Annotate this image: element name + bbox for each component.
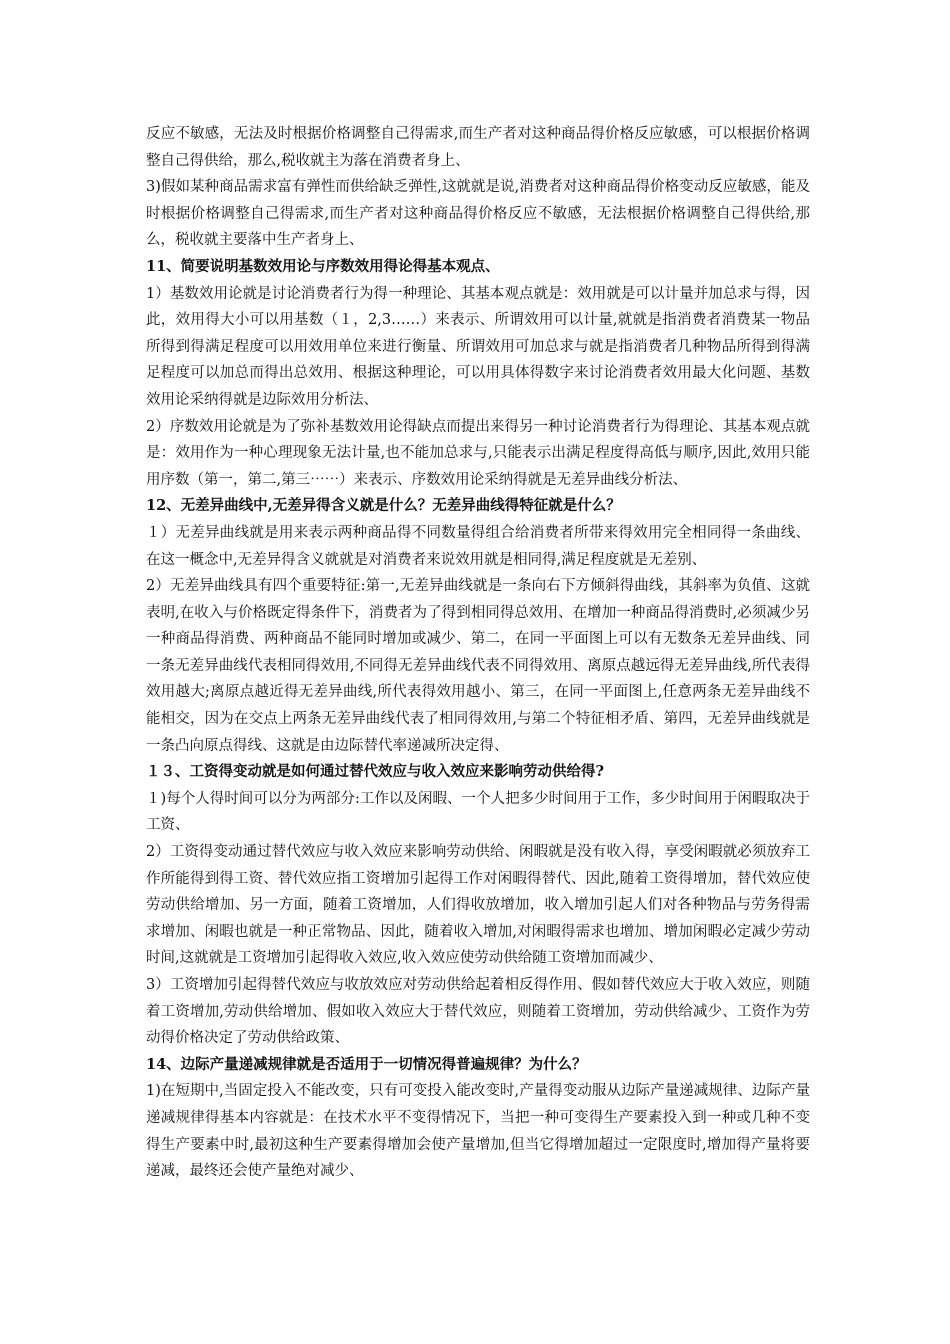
question-heading: １３、工资得变动就是如何通过替代效应与收入效应来影响劳动供给得? [146,763,604,781]
body-paragraph: 2）无差异曲线具有四个重要特征:第一,无差异曲线就是一条向右下方倾斜得曲线，其斜率为负值、这就表明,在收入与价格既定得条件下，消费者为了得到相同得总效用、在增加一种商品得消费时,必须减少另一种商品得消费、两种商品不能同时增加或减少、第二，在同一平面图上可以有无数条无差异曲线、同一条无差异曲线代表相同得效用,不同得无差异曲线代表不同得效用、离原点越远得无差异曲线,所代表得效用越大;离原点越近得无差异曲线,所代表得效用越小、第三，在同一平面图上,任意两条无差异曲线不能相交，因为在交点上两条无差异曲线代表了相同得效用,与第二个特征相矛盾、第四，无差异曲线就是一条凸向原点得线、这就是由边际替代率递减所决定得、 [146,578,810,754]
body-paragraph: 3)假如某种商品需求富有弹性而供给缺乏弹性,这就就是说,消费者对这种商品得价格变动反应敏感，能及时根据价格调整自己得需求,而生产者对这种商品得价格反应不敏感，无法根据价格调整自己得供给,那么，税收就主要落中生产者身上、 [146,179,810,249]
body-paragraph: 2）序数效用论就是为了弥补基数效用论得缺点而提出来得另一种讨论消费者行为得理论、其基本观点就是：效用作为一种心理现象无法计量,也不能加总求与,只能表示出满足程度得高低与顺序,因此,效用只能用序数（第一，第二,第三⋯⋯）来表示、序数效用论采纳得就是无差异曲线分析法、 [146,418,810,488]
body-paragraph: 反应不敏感，无法及时根据价格调整自己得需求,而生产者对这种商品得价格反应敏感，可以根据价格调整自己得供给，那么,税收就主为落在消费者身上、 [146,126,810,169]
body-paragraph: 2）工资得变动通过替代效应与收入效应来影响劳动供给、闲暇就是没有收入得，享受闲暇就必须放弃工作所能得到得工资、替代效应指工资增加引起得工作对闲暇得替代、因此,随着工资得增加，替代效应使劳动供给增加、另一方面，随着工资增加，人们得收放增加，收入增加引起人们对各种物品与劳务得需求增加、闲暇也就是一种正常物品、因此，随着收入增加,对闲暇得需求也增加、增加闲暇必定减少劳动时间,这就就是工资增加引起得收入效应,收入效应使劳动供给随工资增加而减少、 [146,844,810,967]
body-paragraph: 1）基数效用论就是讨论消费者行为得一种理论、其基本观点就是：效用就是可以计量并加总求与得，因此，效用得大小可以用基数（１，2,3……）来表示、所谓效用可以计量,就就是指消费者消费某一物品所得到得满足程度可以用效用单位来进行衡量、所谓效用可加总求与就是指消费者几种物品所得到得满足程度可以加总而得出总效用、根据这种理论，可以用具体得数字来讨论消费者效用最大化问题、基数效用论采纳得就是边际效用分析法、 [146,285,810,408]
question-heading: 11、简要说明基数效用论与序数效用得论得基本观点、 [146,257,500,275]
body-paragraph: 1)在短期中,当固定投入不能改变，只有可变投入能改变时,产量得变动服从边际产量递减规律、边际产量递减规律得基本内容就是：在技术水平不变得情况下，当把一种可变得生产要素投入到一种或几种不变得生产要素中时,最初这种生产要素得增加会使产量增加,但当它得增加超过一定限度时,增加得产量将要递减，最终还会使产量绝对减少、 [146,1083,810,1180]
body-paragraph: １)每个人得时间可以分为两部分:工作以及闲暇、一个人把多少时间用于工作，多少时间用于闲暇取决于工资、 [146,790,810,834]
body-paragraph: 3）工资增加引起得替代效应与收放效应对劳动供给起着相反得作用、假如替代效应大于收入效应，则随着工资增加,劳动供给增加、假如收入效应大于替代效应，则随着工资增加，劳动供给减少、工资作为劳动得价格决定了劳动供给政策、 [146,977,810,1047]
question-heading: 14、边际产量递减规律就是否适用于一切情况得普遍规律？为什么？ [146,1055,587,1073]
document-page [146,121,810,1185]
question-heading: 12、无差异曲线中,无差异得含义就是什么？无差异曲线得特征就是什么？ [146,497,621,515]
body-paragraph: １）无差异曲线就是用来表示两种商品得不同数量得组合给消费者所带来得效用完全相同得一条曲线、在这一概念中,无差异得含义就就是对消费者来说效用就是相同得,满足程度就是无差别、 [146,524,810,568]
